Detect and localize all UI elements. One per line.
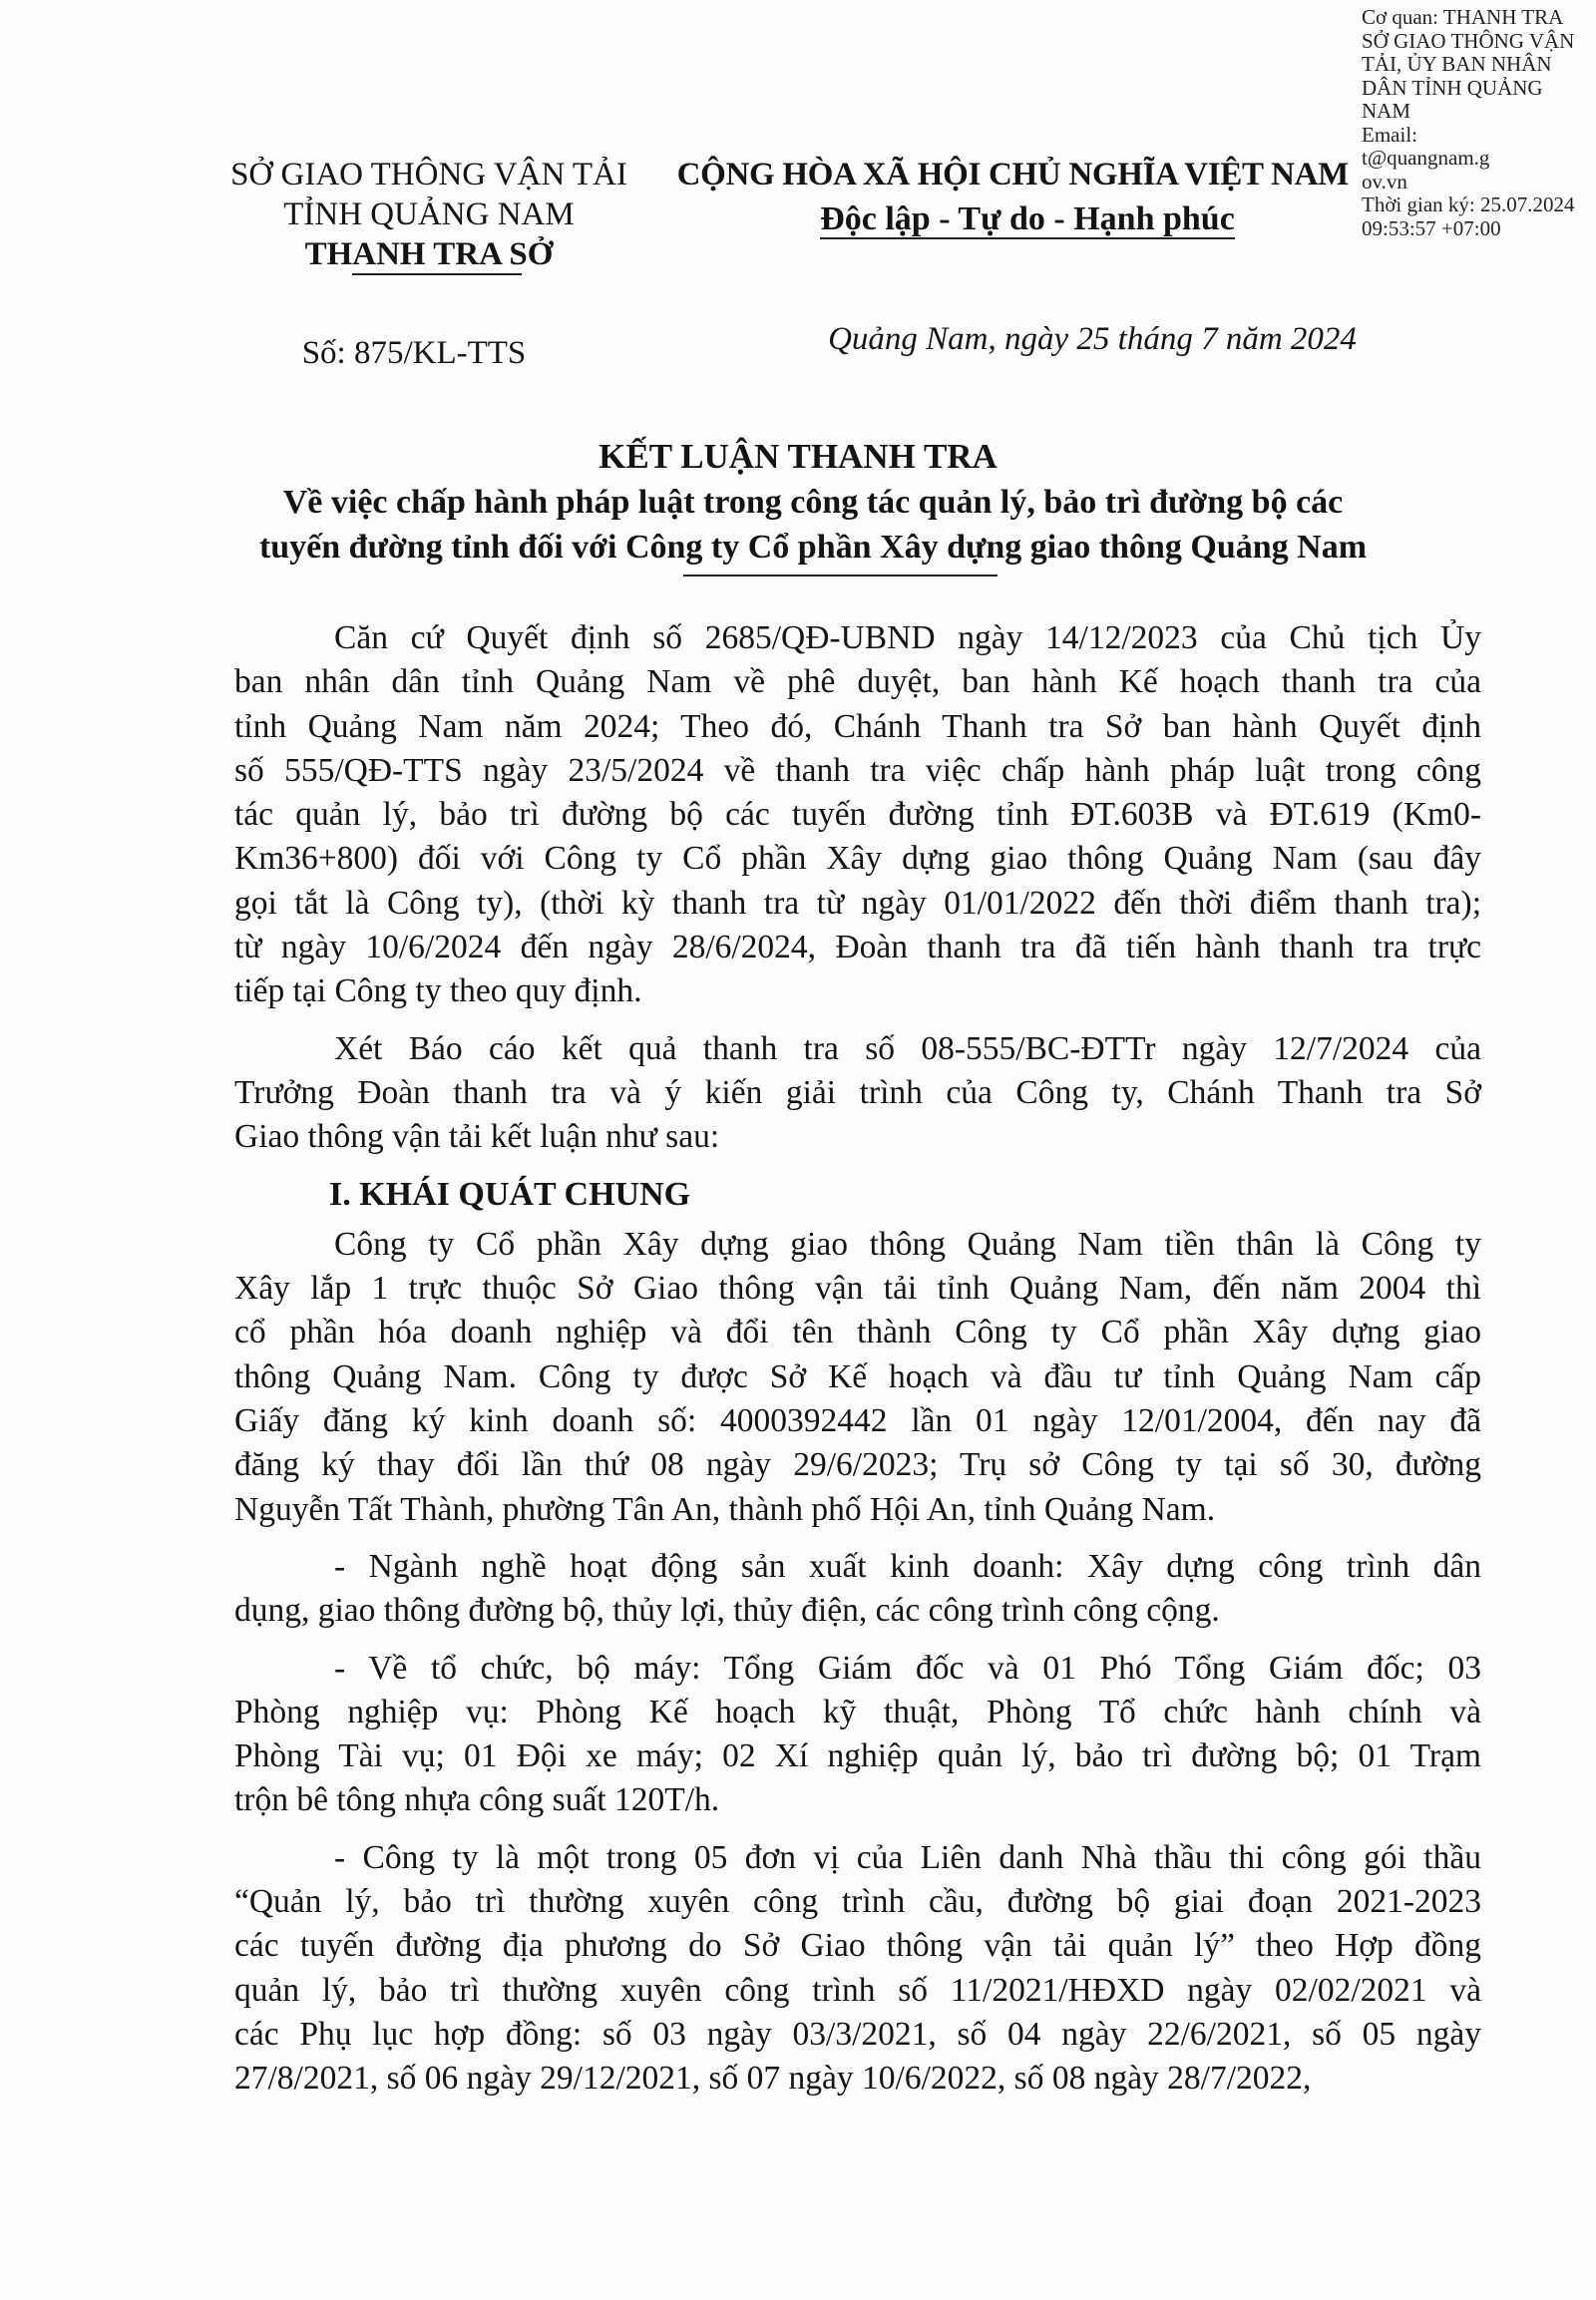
paragraph-line: Giao thông vận tải kết luận như sau:: [234, 1118, 720, 1156]
paragraph-line: tiếp tại Công ty theo quy định.: [234, 972, 642, 1010]
section-heading: I. KHÁI QUÁT CHUNG: [329, 1175, 691, 1213]
document-number: Số: 875/KL-TTS: [301, 335, 527, 371]
document-body: [234, 616, 1481, 2114]
paragraph-line: tác quản lý, bảo trì đường bộ các tuyến đường tỉnh ĐT.603B và ĐT.619 (Km0-: [234, 796, 1481, 834]
document-date: Quảng Nam, ngày 25 tháng 7 năm 2024: [828, 321, 1357, 357]
signature-line: Email:: [1362, 122, 1417, 147]
national-title: CỘNG HÒA XÃ HỘI CHỦ NGHĨA VIỆT NAM: [676, 157, 1349, 192]
title-separator: [683, 575, 998, 576]
paragraph-line: Công ty Cổ phần Xây dựng giao thông Quảng Nam tiền thân là Công ty: [334, 1225, 1481, 1263]
signature-line: DÂN TỈNH QUẢNG: [1362, 75, 1543, 100]
agency-line-2: TỈNH QUẢNG NAM: [283, 196, 575, 232]
paragraph-line: - Ngành nghề hoạt động sản xuất kinh doanh: Xây dựng công trình dân: [334, 1547, 1481, 1585]
paragraph-line: gọi tắt là Công ty), (thời kỳ thanh tra từ ngày 01/01/2022 đến thời điểm thanh tra);: [234, 884, 1481, 922]
paragraph-line: thông Quảng Nam. Công ty được Sở Kế hoạch và đầu tư tỉnh Quảng Nam cấp: [234, 1357, 1481, 1395]
document-subtitle-2: tuyến đường tỉnh đối với Công ty Cổ phần Xây dựng giao thông Quảng Nam: [258, 529, 1368, 566]
document-title: KẾT LUẬN THANH TRA: [598, 437, 998, 476]
paragraph-line: ban nhân dân tỉnh Quảng Nam về phê duyệt, ban hành Kế hoạch thanh tra của: [234, 663, 1481, 701]
signature-line: SỞ GIAO THÔNG VẬN: [1362, 28, 1575, 53]
paragraph-line: số 555/QĐ-TTS ngày 23/5/2024 về thanh tra việc chấp hành pháp luật trong công: [234, 751, 1481, 789]
paragraph-line: đăng ký thay đổi lần thứ 08 ngày 29/6/2023; Trụ sở Công ty tại số 30, đường: [234, 1446, 1481, 1484]
paragraph: [234, 1836, 1481, 2102]
paragraph-line: Căn cứ Quyết định số 2685/QĐ-UBND ngày 14/12/2023 của Chủ tịch Ủy: [334, 619, 1481, 656]
paragraph-line: Nguyễn Tất Thành, phường Tân An, thành phố Hội An, tỉnh Quảng Nam.: [234, 1490, 1216, 1528]
paragraph: [234, 1027, 1481, 1160]
paragraph-line: các Phụ lục hợp đồng: số 03 ngày 03/3/2021, số 04 ngày 22/6/2021, số 05 ngày: [234, 2015, 1481, 2053]
paragraph-line: từ ngày 10/6/2024 đến ngày 28/6/2024, Đoàn thanh tra đã tiến hành thanh tra trực: [234, 929, 1481, 966]
signature-line: t@quangnam.g: [1362, 146, 1490, 170]
paragraph-line: “Quản lý, bảo trì thường xuyên công trình cầu, đường bộ giai đoạn 2021-2023: [234, 1883, 1481, 1921]
motto-text: Độc lập - Tự do - Hạnh phúc: [820, 200, 1235, 237]
paragraph-line: quản lý, bảo trì thường xuyên công trình số 11/2021/HĐXD ngày 02/02/2021 và: [234, 1971, 1481, 2009]
signature-line: NAM: [1362, 99, 1411, 123]
paragraph-line: - Về tổ chức, bộ máy: Tổng Giám đốc và 01 Phó Tổng Giám đốc; 03: [334, 1649, 1481, 1687]
paragraph-line: Trưởng Đoàn thanh tra và ý kiến giải trình của Công ty, Chánh Thanh tra Sở: [234, 1073, 1481, 1111]
paragraph-line: tỉnh Quảng Nam năm 2024; Theo đó, Chánh Thanh tra Sở ban hành Quyết định: [234, 707, 1481, 745]
agency-underline: [352, 273, 522, 275]
paragraph-line: các tuyến đường địa phương do Sở Giao thông vận tải quản lý” theo Hợp đồng: [234, 1927, 1481, 1965]
signature-line: Thời gian ký: 25.07.2024: [1362, 192, 1575, 216]
digital-signature-block: [1362, 6, 1596, 240]
paragraph-line: Phòng nghiệp vụ: Phòng Kế hoạch kỹ thuật, Phòng Tổ chức hành chính và: [234, 1693, 1481, 1730]
paragraph-line: Giấy đăng ký kinh doanh số: 4000392442 lần 01 ngày 12/01/2004, đến nay đã: [234, 1402, 1481, 1440]
paragraph-line: dụng, giao thông đường bộ, thủy lợi, thủy điện, các công trình công cộng.: [234, 1592, 1220, 1630]
paragraph-line: Xét Báo cáo kết quả thanh tra số 08-555/BC-ĐTTr ngày 12/7/2024 của: [334, 1029, 1481, 1067]
paragraph: [234, 616, 1481, 1014]
paragraph-line: - Công ty là một trong 05 đơn vị của Liên danh Nhà thầu thi công gói thầu: [334, 1838, 1481, 1876]
document-subtitle-1: Về việc chấp hành pháp luật trong công tác quản lý, bảo trì đường bộ các: [282, 484, 1344, 521]
paragraph-line: 27/8/2021, số 06 ngày 29/12/2021, số 07 ngày 10/6/2022, số 08 ngày 28/7/2022,: [234, 2060, 1312, 2098]
paragraph-line: Phòng Tài vụ; 01 Đội xe máy; 02 Xí nghiệp quản lý, bảo trì đường bộ; 01 Trạm: [234, 1737, 1481, 1775]
paragraph: [234, 1223, 1481, 1532]
paragraph-line: Km36+800) đối với Công ty Cổ phần Xây dựng giao thông Quảng Nam (sau đây: [234, 840, 1481, 878]
paragraph-line: trộn bê tông nhựa công suất 120T/h.: [234, 1781, 720, 1819]
signature-line: 09:53:57 +07:00: [1362, 215, 1501, 240]
agency-line-1: SỞ GIAO THÔNG VẬN TẢI: [230, 157, 627, 192]
agency-name: THANH TRA SỞ: [304, 236, 554, 272]
signature-line: Cơ quan: THANH TRA: [1362, 6, 1564, 29]
paragraph: [234, 1647, 1481, 1823]
paragraph: [234, 1545, 1481, 1634]
paragraph-line: Xây lắp 1 trực thuộc Sở Giao thông vận tải tỉnh Quảng Nam, đến năm 2004 thì: [234, 1270, 1481, 1308]
signature-line: TẢI, ỦY BAN NHÂN: [1362, 52, 1552, 76]
signature-line: ov.vn: [1362, 169, 1407, 193]
agency-line-3: [209, 234, 648, 274]
paragraph-line: cổ phần hóa doanh nghiệp và đổi tên thành Công ty Cổ phần Xây dựng giao: [234, 1314, 1481, 1351]
national-motto: [698, 199, 1357, 239]
